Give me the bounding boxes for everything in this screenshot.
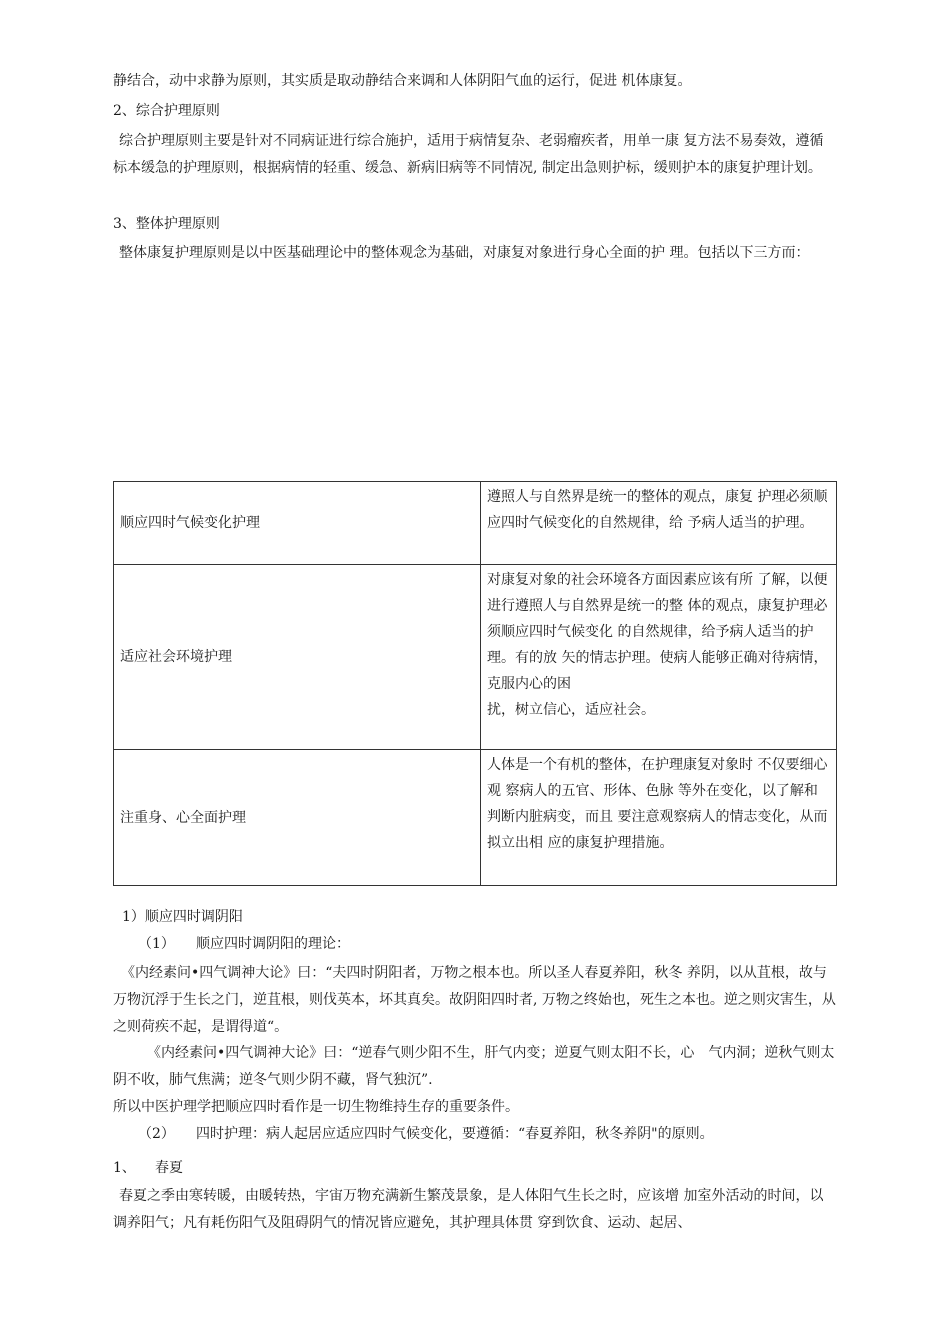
table-row bbox=[114, 750, 837, 886]
quote2: 《内经素问•四气调神大论》曰：“逆春气则少阳不生，肝气内变；逆夏气则太阳不长，心 气内洞；逆秋气则太阴不收，肺气焦满；逆冬气则少阴不藏，肾气独沉”. bbox=[113, 1045, 835, 1088]
conclusion: 所以中医护理学把顺应四时看作是一切生物维持生存的重要条件。 bbox=[113, 1099, 519, 1115]
row-label: 顺应四时气候变化护理 bbox=[114, 482, 481, 565]
row-label: 适应社会环境护理 bbox=[114, 565, 481, 750]
row-label: 注重身、心全面护理 bbox=[114, 750, 481, 886]
sub1-item1-number: （1） bbox=[138, 936, 175, 952]
spring-number: 1、 bbox=[113, 1160, 136, 1176]
spring-body: 春夏之季由寒转暖，由暖转热，宇宙万物充满新生繁茂景象，是人体阳气生长之时，应该增 加室外活动的时间，以调养阳气；凡有耗伤阳气及阻碍阴气的情况皆应避免，其护理具体贯 穿到饮食、运动、起居、 bbox=[113, 1188, 824, 1231]
section2-heading: 2、综合护理原则 bbox=[113, 103, 220, 119]
sub1-item2-text: 四时护理：病人起居应适应四时气候变化，要遵循：“春夏养阳，秋冬养阴"的原则。 bbox=[196, 1126, 714, 1142]
table-row bbox=[114, 482, 837, 565]
section2-body: 综合护理原则主要是针对不同病证进行综合施护，适用于病情复杂、老弱瘤疾者，用单一康 复方法不易奏效，遵循标本缓急的护理原则，根据病情的轻重、缓急、新病旧病等不同情况, 制定出急则护标，缓则护本的康复护理计划。 bbox=[113, 133, 824, 176]
table-row bbox=[114, 565, 837, 750]
principles-table bbox=[113, 481, 837, 886]
section3-body: 整体康复护理原则是以中医基础理论中的整体观念为基础，对康复对象进行身心全面的护 理。包括以下三方而： bbox=[119, 245, 810, 261]
spring-heading: 春夏 bbox=[155, 1160, 183, 1176]
row-desc-line: 对康复对象的社会环境各方面因素应该有所 了解，以便进行遵照人与自然界是统一的整 体的观点，康复护理必须顺应四时气候变化 的自然规律，给予病人适当的护理。有的放 矢的情志护理。使病人能够正确对待病情， 克服内心的困 bbox=[487, 572, 835, 692]
sub1-heading: 1）顺应四时调阴阳 bbox=[122, 909, 243, 925]
sub1-item2-number: （2） bbox=[138, 1126, 175, 1142]
row-desc bbox=[481, 565, 837, 750]
row-desc-line: 扰，树立信心，适应社会。 bbox=[487, 702, 655, 718]
intro-continuation: 静结合，动中求静为原则，其实质是取动静结合来调和人体阴阳气血的运行，促进 机体康复。 bbox=[113, 73, 692, 89]
row-desc: 人体是一个有机的整体，在护理康复对象时 不仅要细心观 察病人的五官、形体、色脉 等外在变化，以了解和判断内脏病变，而且 要注意观察病人的情志变化，从而拟立出相 应的康复护理措施。 bbox=[481, 750, 837, 886]
section3-heading: 3、整体护理原则 bbox=[113, 216, 220, 232]
row-desc: 遵照人与自然界是统一的整体的观点，康复 护理必须顺应四时气候变化的自然规律，给 予病人适当的护理。 bbox=[481, 482, 837, 565]
sub1-item1-text: 顺应四时调阴阳的理论： bbox=[196, 936, 350, 952]
quote1: 《内经素问•四气调神大论》曰：“夫四时阴阳者，万物之根本也。所以圣人春夏养阳，秋冬 养阴，以从苴根，故与万物沉浮于生长之门，逆苴根，则伐英本，坏其真矣。故阴阳四时者, 万物之终始也，死生之本也。逆之则灾害生，从之则荷疾不起，是谓得道“。 bbox=[113, 965, 836, 1035]
